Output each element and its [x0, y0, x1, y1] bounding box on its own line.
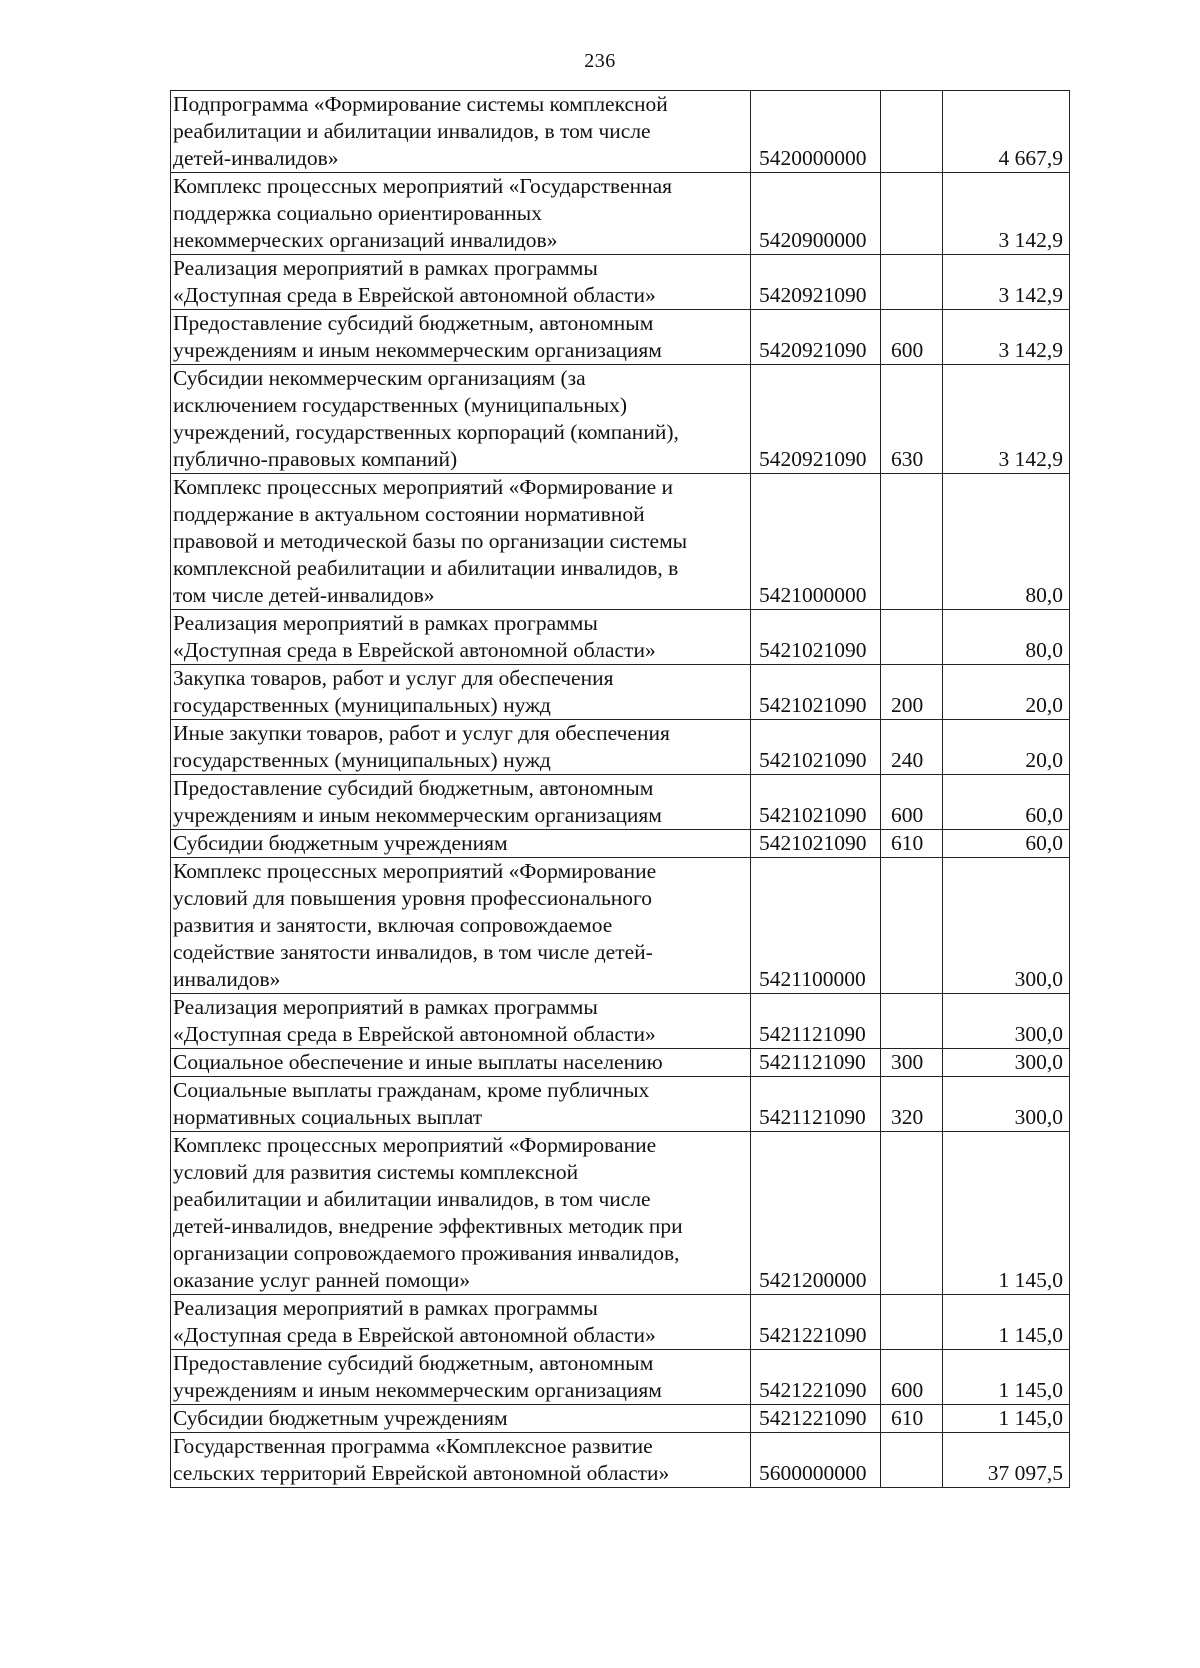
- row-name-line: Реализация мероприятий в рамках программы: [173, 256, 598, 280]
- row-code-cell: 5421121090: [751, 1049, 881, 1077]
- row-expense-type-cell: 600: [881, 775, 943, 830]
- row-name-line: Комплекс процессных мероприятий «Формирование: [173, 859, 657, 883]
- row-name-cell: [171, 1132, 751, 1295]
- row-name-line: исключением государственных (муниципальных): [173, 393, 628, 417]
- row-name-line: Иные закупки товаров, работ и услуг для обеспечения: [173, 721, 670, 745]
- table-row: [171, 474, 1070, 610]
- row-code-cell: 5421221090: [751, 1295, 881, 1350]
- row-name-cell: [171, 310, 751, 365]
- row-name-cell: [171, 255, 751, 310]
- row-name-line: Государственная программа «Комплексное развитие: [173, 1434, 653, 1458]
- row-code-cell: 5421021090: [751, 720, 881, 775]
- row-name-line: поддержание в актуальном состоянии нормативной: [173, 502, 645, 526]
- row-name-cell: [171, 1295, 751, 1350]
- row-name-line: поддержка социально ориентированных: [173, 201, 542, 225]
- row-sum-cell: 60,0: [943, 775, 1070, 830]
- row-expense-type-cell: [881, 173, 943, 255]
- row-name-line: Комплекс процессных мероприятий «Формирование и: [173, 475, 674, 499]
- row-name-line: учреждениям и иным некоммерческим организациям: [173, 803, 662, 827]
- row-name-cell: [171, 173, 751, 255]
- table-row: [171, 775, 1070, 830]
- row-sum-cell: 20,0: [943, 665, 1070, 720]
- row-name-line: оказание услуг ранней помощи»: [173, 1268, 471, 1292]
- row-sum-cell: 4 667,9: [943, 91, 1070, 173]
- row-name-line: «Доступная среда в Еврейской автономной области»: [173, 283, 656, 307]
- row-name-line: Субсидии бюджетным учреждениям: [173, 831, 508, 855]
- row-sum-cell: 1 145,0: [943, 1132, 1070, 1295]
- row-sum-cell: 300,0: [943, 1077, 1070, 1132]
- row-expense-type-cell: [881, 1295, 943, 1350]
- row-name-line: организации сопровождаемого проживания инвалидов,: [173, 1241, 680, 1265]
- row-name-line: детей-инвалидов»: [173, 146, 339, 170]
- budget-table: [170, 90, 1070, 1488]
- row-name-cell: [171, 610, 751, 665]
- table-row: [171, 830, 1070, 858]
- row-expense-type-cell: 610: [881, 1405, 943, 1433]
- table-row: [171, 1350, 1070, 1405]
- row-expense-type-cell: 300: [881, 1049, 943, 1077]
- row-code-cell: 5421121090: [751, 994, 881, 1049]
- row-name-line: «Доступная среда в Еврейской автономной области»: [173, 638, 656, 662]
- row-code-cell: 5421100000: [751, 858, 881, 994]
- row-name-line: правовой и методической базы по организации системы: [173, 529, 688, 553]
- row-code-cell: 5420000000: [751, 91, 881, 173]
- table-row: [171, 720, 1070, 775]
- row-name-line: Социальное обеспечение и иные выплаты населению: [173, 1050, 663, 1074]
- row-code-cell: 5600000000: [751, 1433, 881, 1488]
- row-name-cell: [171, 91, 751, 173]
- table-row: [171, 1077, 1070, 1132]
- row-name-cell: [171, 1049, 751, 1077]
- row-sum-cell: 1 145,0: [943, 1350, 1070, 1405]
- row-sum-cell: 80,0: [943, 610, 1070, 665]
- row-sum-cell: 37 097,5: [943, 1433, 1070, 1488]
- budget-table-body: [171, 91, 1070, 1488]
- table-row: [171, 1132, 1070, 1295]
- row-name-line: Закупка товаров, работ и услуг для обеспечения: [173, 666, 614, 690]
- row-code-cell: 5421021090: [751, 610, 881, 665]
- row-name-cell: [171, 474, 751, 610]
- row-name-line: сельских территорий Еврейской автономной области»: [173, 1461, 670, 1485]
- row-code-cell: 5421121090: [751, 1077, 881, 1132]
- row-sum-cell: 300,0: [943, 1049, 1070, 1077]
- row-name-line: государственных (муниципальных) нужд: [173, 748, 551, 772]
- row-code-cell: 5421221090: [751, 1350, 881, 1405]
- row-expense-type-cell: 600: [881, 310, 943, 365]
- table-row: [171, 994, 1070, 1049]
- row-expense-type-cell: [881, 858, 943, 994]
- table-row: [171, 1049, 1070, 1077]
- row-name-line: Комплекс процессных мероприятий «Государственная: [173, 174, 673, 198]
- row-name-line: нормативных социальных выплат: [173, 1105, 483, 1129]
- row-sum-cell: 3 142,9: [943, 255, 1070, 310]
- row-name-line: условий для повышения уровня профессионального: [173, 886, 653, 910]
- row-name-cell: [171, 775, 751, 830]
- row-name-line: Субсидии некоммерческим организациям (за: [173, 366, 586, 390]
- table-row: [171, 858, 1070, 994]
- table-row: [171, 255, 1070, 310]
- row-name-cell: [171, 1077, 751, 1132]
- table-row: [171, 610, 1070, 665]
- row-name-line: Предоставление субсидий бюджетным, автономным: [173, 776, 654, 800]
- row-name-line: «Доступная среда в Еврейской автономной области»: [173, 1323, 656, 1347]
- row-code-cell: 5421021090: [751, 775, 881, 830]
- row-name-line: Социальные выплаты гражданам, кроме публичных: [173, 1078, 650, 1102]
- row-sum-cell: 1 145,0: [943, 1295, 1070, 1350]
- row-name-line: реабилитации и абилитации инвалидов, в том числе: [173, 119, 651, 143]
- row-name-line: учреждениям и иным некоммерческим организациям: [173, 338, 662, 362]
- row-expense-type-cell: 630: [881, 365, 943, 474]
- row-expense-type-cell: [881, 610, 943, 665]
- row-name-line: Реализация мероприятий в рамках программы: [173, 995, 598, 1019]
- row-code-cell: 5420921090: [751, 310, 881, 365]
- row-name-line: развития и занятости, включая сопровождаемое: [173, 913, 613, 937]
- row-name-line: Реализация мероприятий в рамках программы: [173, 611, 598, 635]
- row-sum-cell: 1 145,0: [943, 1405, 1070, 1433]
- row-sum-cell: 80,0: [943, 474, 1070, 610]
- row-name-cell: [171, 830, 751, 858]
- row-code-cell: 5420921090: [751, 255, 881, 310]
- row-name-line: Реализация мероприятий в рамках программы: [173, 1296, 598, 1320]
- table-row: [171, 1433, 1070, 1488]
- row-sum-cell: 300,0: [943, 858, 1070, 994]
- row-expense-type-cell: [881, 994, 943, 1049]
- row-name-line: Подпрограмма «Формирование системы комплексной: [173, 92, 668, 116]
- row-name-cell: [171, 858, 751, 994]
- row-code-cell: 5421221090: [751, 1405, 881, 1433]
- table-row: [171, 173, 1070, 255]
- row-expense-type-cell: 240: [881, 720, 943, 775]
- row-expense-type-cell: 600: [881, 1350, 943, 1405]
- page-number: 236: [584, 50, 616, 72]
- row-expense-type-cell: 200: [881, 665, 943, 720]
- row-sum-cell: 20,0: [943, 720, 1070, 775]
- row-name-line: учреждениям и иным некоммерческим организациям: [173, 1378, 662, 1402]
- row-sum-cell: 3 142,9: [943, 365, 1070, 474]
- table-row: [171, 1405, 1070, 1433]
- row-code-cell: 5420921090: [751, 365, 881, 474]
- row-name-line: комплексной реабилитации и абилитации инвалидов, в: [173, 556, 679, 580]
- row-name-cell: [171, 665, 751, 720]
- table-row: [171, 365, 1070, 474]
- row-expense-type-cell: [881, 255, 943, 310]
- row-name-line: инвалидов»: [173, 967, 281, 991]
- row-name-line: учреждений, государственных корпораций (компаний),: [173, 420, 679, 444]
- row-name-line: реабилитации и абилитации инвалидов, в том числе: [173, 1187, 651, 1211]
- table-row: [171, 1295, 1070, 1350]
- row-name-cell: [171, 720, 751, 775]
- row-code-cell: 5421021090: [751, 830, 881, 858]
- row-sum-cell: 60,0: [943, 830, 1070, 858]
- row-name-line: Комплекс процессных мероприятий «Формирование: [173, 1133, 657, 1157]
- row-name-cell: [171, 1405, 751, 1433]
- row-expense-type-cell: [881, 474, 943, 610]
- row-code-cell: 5421021090: [751, 665, 881, 720]
- table-row: [171, 91, 1070, 173]
- table-row: [171, 665, 1070, 720]
- row-sum-cell: 3 142,9: [943, 173, 1070, 255]
- row-name-cell: [171, 1350, 751, 1405]
- row-code-cell: 5421000000: [751, 474, 881, 610]
- row-name-line: содействие занятости инвалидов, в том числе детей-: [173, 940, 653, 964]
- row-name-line: том числе детей-инвалидов»: [173, 583, 435, 607]
- row-name-line: детей-инвалидов, внедрение эффективных методик при: [173, 1214, 683, 1238]
- table-row: [171, 310, 1070, 365]
- row-code-cell: 5421200000: [751, 1132, 881, 1295]
- row-name-cell: [171, 365, 751, 474]
- row-name-line: условий для развития системы комплексной: [173, 1160, 579, 1184]
- row-name-line: Субсидии бюджетным учреждениям: [173, 1406, 508, 1430]
- row-name-line: некоммерческих организаций инвалидов»: [173, 228, 558, 252]
- row-sum-cell: 300,0: [943, 994, 1070, 1049]
- row-expense-type-cell: 320: [881, 1077, 943, 1132]
- row-name-cell: [171, 994, 751, 1049]
- row-expense-type-cell: [881, 1132, 943, 1295]
- row-name-line: Предоставление субсидий бюджетным, автономным: [173, 311, 654, 335]
- row-name-cell: [171, 1433, 751, 1488]
- row-sum-cell: 3 142,9: [943, 310, 1070, 365]
- row-name-line: публично-правовых компаний): [173, 447, 458, 471]
- row-name-line: Предоставление субсидий бюджетным, автономным: [173, 1351, 654, 1375]
- row-name-line: государственных (муниципальных) нужд: [173, 693, 551, 717]
- row-expense-type-cell: [881, 91, 943, 173]
- row-code-cell: 5420900000: [751, 173, 881, 255]
- row-expense-type-cell: 610: [881, 830, 943, 858]
- row-name-line: «Доступная среда в Еврейской автономной области»: [173, 1022, 656, 1046]
- row-expense-type-cell: [881, 1433, 943, 1488]
